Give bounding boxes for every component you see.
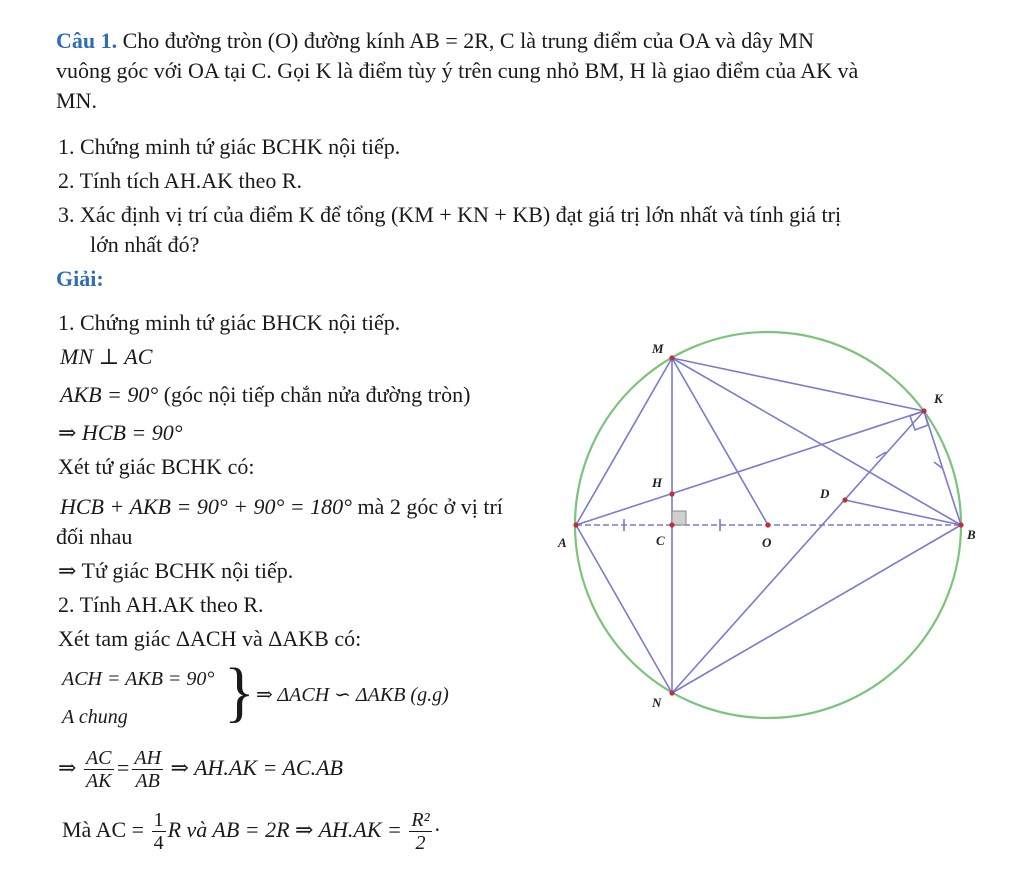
- system-line-2: A chung: [62, 706, 128, 728]
- problem-item-2: 2. Tính tích AH.AK theo R.: [58, 168, 303, 193]
- problem-text-1: Cho đường tròn (O) đường kính AB = 2R, C là trung điểm của OA và dây MN: [122, 28, 814, 53]
- frac-ac: AC: [85, 747, 112, 770]
- segment-am: [576, 358, 672, 525]
- segment-db: [845, 500, 961, 525]
- problem-item-1: 1. Chứng minh tứ giác BCHK nội tiếp.: [58, 134, 401, 159]
- point-a: [573, 522, 578, 527]
- frac-ah: AH: [134, 747, 162, 770]
- part1-title: 1. Chứng minh tứ giác BHCK nội tiếp.: [58, 310, 401, 335]
- angle-sum: HCB + AKB = 90° + 90° = 180°: [60, 494, 352, 519]
- point-b: [958, 522, 963, 527]
- label-o: O: [762, 535, 772, 550]
- ratio-implies: ⇒: [58, 755, 77, 780]
- line-hcb: ⇒ HCB = 90°: [58, 420, 183, 445]
- problem-line-2: vuông góc với OA tại C. Gọi K là điểm tùy ý trên cung nhỏ BM, H là giao điểm của AK và: [56, 58, 859, 83]
- ratio-result: ⇒ AH.AK = AC.AB: [170, 755, 343, 780]
- line-consider: Xét tứ giác BCHK có:: [58, 454, 255, 479]
- final-mid: R và AB = 2R ⇒ AH.AK =: [167, 817, 402, 842]
- segment-mo: [672, 358, 768, 525]
- angle-akb-note: (góc nội tiếp chắn nửa đường tròn): [163, 382, 471, 407]
- label-a: A: [558, 535, 567, 550]
- final-pre: Mà AC =: [62, 817, 145, 842]
- line-mn-perp-ac: MN ⊥ AC: [60, 344, 153, 369]
- line-opposite: đối nhau: [56, 524, 133, 549]
- segment-mk: [672, 358, 924, 411]
- label-k: K: [934, 391, 943, 406]
- label-d: D: [820, 486, 830, 501]
- angle-sum-note: mà 2 góc ở vị trí: [357, 494, 503, 519]
- problem-label: Câu 1.: [56, 28, 118, 53]
- frac-four: 4: [153, 832, 164, 855]
- label-c: C: [656, 533, 665, 548]
- label-b: B: [967, 527, 976, 542]
- angle-akb: AKB = 90°: [60, 382, 159, 407]
- problem-item-3: 3. Xác định vị trí của điểm K để tổng (KM + KN + KB) đạt giá trị lớn nhất và tính giá trị: [58, 202, 842, 227]
- frac-two: 2: [415, 832, 426, 855]
- point-c: [669, 522, 674, 527]
- point-n: [669, 690, 674, 695]
- final-end: ·: [433, 817, 441, 842]
- right-angle-c: [672, 511, 686, 525]
- label-n: N: [652, 695, 662, 710]
- frac-ab: AB: [135, 770, 160, 793]
- problem-item-3-cont: lớn nhất đó?: [90, 232, 200, 257]
- line-triangles: Xét tam giác ΔACH và ΔAKB có:: [58, 626, 362, 651]
- line-conclude: ⇒ Tứ giác BCHK nội tiếp.: [58, 558, 294, 583]
- label-m: M: [652, 341, 664, 356]
- solution-heading: Giải:: [56, 266, 104, 291]
- segment-ak: [576, 411, 924, 525]
- right-angle-k: [910, 411, 928, 430]
- segment-mb: [672, 358, 961, 525]
- segment-nb: [672, 525, 961, 693]
- point-k: [921, 408, 926, 413]
- label-h: H: [652, 475, 663, 490]
- point-h: [669, 491, 674, 496]
- problem-line-3: MN.: [56, 88, 97, 113]
- system-brace: }: [224, 654, 255, 729]
- point-d: [842, 497, 847, 502]
- segment-kb: [924, 411, 961, 525]
- frac-ak: AK: [85, 770, 112, 793]
- point-o: [765, 522, 770, 527]
- ratio-eq: =: [115, 755, 131, 780]
- frac-one: 1: [153, 809, 164, 832]
- system-line-1: ACH = AKB = 90°: [62, 668, 215, 690]
- segment-nk: [672, 411, 924, 693]
- frac-r2: R²: [411, 809, 430, 832]
- point-m: [669, 355, 674, 360]
- system-result: ⇒ ΔACH ∽ ΔAKB (g.g): [256, 684, 449, 706]
- segment-an: [576, 525, 672, 693]
- part2-title: 2. Tính AH.AK theo R.: [58, 592, 264, 617]
